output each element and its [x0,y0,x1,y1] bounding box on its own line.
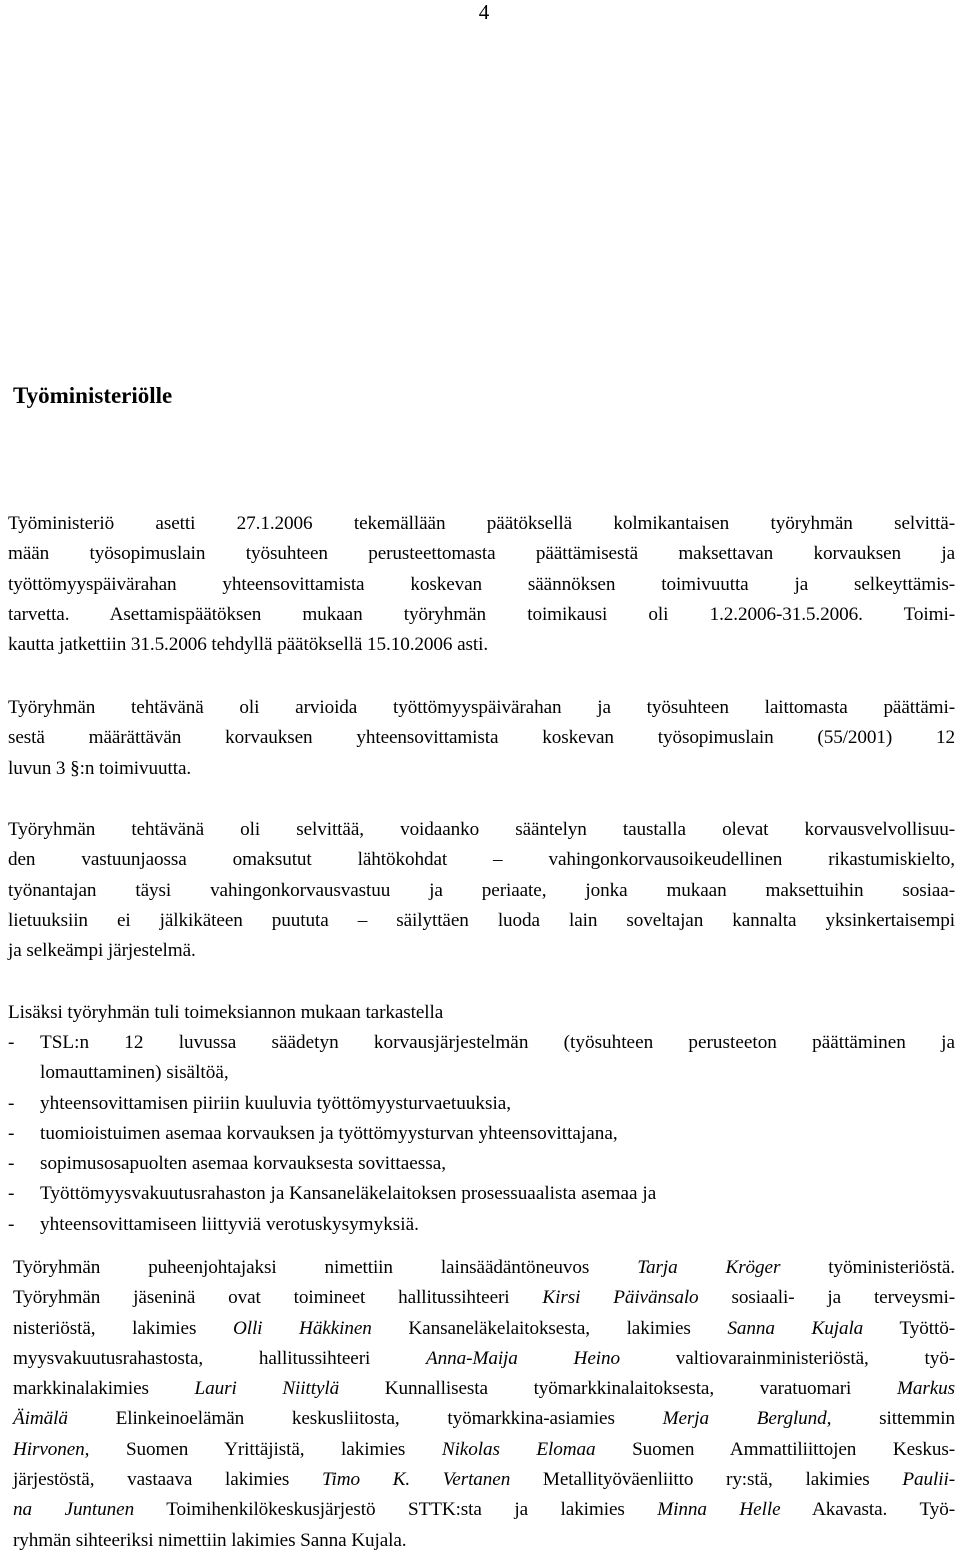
text-run: myysvakuutusrahastosta, hallitussihteeri [13,1347,427,1369]
document-title: Työministeriölle [13,383,173,408]
list-item [8,1028,955,1089]
text-run: markkinalakimies [13,1378,195,1400]
text-line: ryhmän sihteeriksi nimettiin lakimies Sanna Kujala. [13,1529,407,1551]
text-line [13,1314,955,1344]
text-line [13,1374,955,1404]
list-dash: - [8,1183,15,1205]
text-run: Elinkeinoelämän keskusliitosta, työmarkkina-asiamies [67,1408,663,1430]
text-line: luvun 3 §:n toimivuutta. [8,757,192,779]
text-line: Työryhmän tehtävänä oli selvittää, voidaanko sääntelyn taustalla olevat korvausvelvollisuu- [8,819,955,840]
text-run: Työryhmän puheenjohtajaksi nimettiin lainsäädäntöneuvos [13,1257,638,1278]
person-name: na Juntunen [13,1499,135,1521]
text-line: Työministeriö asetti 27.1.2006 tekemällään päätöksellä kolmikantaisen työryhmän selvittä- [8,513,955,534]
paragraph-task-1 [8,693,955,784]
text-line: Työttömyysvakuutusrahaston ja Kansaneläkelaitoksen prosessuaalista asemaa ja [40,1183,657,1205]
list-item [8,1179,955,1209]
person-name: Tarja Kröger [637,1257,781,1278]
list-item [8,1119,955,1149]
text-line: kautta jatkettiin 31.5.2006 tehdyllä päätöksellä 15.10.2006 asti. [8,634,489,656]
person-name: Nikolas Elomaa [441,1438,596,1460]
text-run: Työttö- [863,1317,955,1339]
text-line: den vastuunjaossa omaksutut lähtökohdat – vahingonkorvausoikeudellinen rikastumiskielto, [8,849,955,871]
text-run: , Suomen Yrittäjistä, lakimies [84,1438,442,1460]
person-name: Timo K. Vertanen [321,1469,511,1491]
person-name: Kirsi Päivänsalo [542,1287,699,1309]
person-name: Lauri Niittylä [194,1378,340,1400]
text-line [13,1253,955,1283]
text-run: valtiovarainministeriöstä, työ- [619,1347,955,1369]
text-line: TSL:n 12 luvussa säädetyn korvausjärjestelmän (työsuhteen perusteeton päättäminen ja [40,1032,955,1053]
task-list [8,1028,955,1240]
text-run: sittemmin [831,1408,955,1430]
text-line: ja selkeämpi järjestelmä. [8,940,196,962]
paragraph-members [13,1253,955,1556]
list-dash: - [8,1153,15,1175]
text-line: yhteensovittamiseen liittyviä verotuskysymyksiä. [40,1213,419,1235]
person-name: Minna Helle [657,1499,781,1521]
text-line: työnantajan täysi vahingonkorvausvastuu ja periaate, jonka mukaan maksettuihin sosiaa- [8,879,955,901]
text-line: lomauttaminen) sisältöä, [40,1062,229,1084]
list-item [8,1210,955,1240]
person-name: Olli Häkkinen [232,1317,372,1339]
text-line: Lisäksi työryhmän tuli toimeksiannon mukaan tarkastella [8,1002,444,1023]
text-line: työttömyyspäivärahan yhteensovittamista koskevan säännöksen toimivuutta ja selkeyttämis- [8,573,955,595]
text-line: tarvetta. Asettamispäätöksen mukaan työryhmän toimikausi oli 1.2.2006-31.5.2006. Toimi- [8,603,955,625]
text-run: Akavasta. Työ- [780,1499,955,1521]
paragraph-task-2 [8,815,955,966]
text-run: järjestöstä, vastaava lakimies [13,1469,322,1491]
text-run: sosiaali- ja terveysmi- [698,1287,956,1309]
text-run: Kansaneläkelaitoksesta, lakimies [371,1317,728,1339]
paragraph-assignment [8,509,955,660]
person-name: Anna-Maija Heino [426,1347,620,1369]
page-number: 4 [478,0,490,24]
text-line: lietuuksiin ei jälkikäteen puututa – säilyttäen luoda lain soveltajan kannalta yksinkertaisempi [8,909,955,931]
list-dash: - [8,1213,15,1235]
text-run: Metallityöväenliitto ry:stä, lakimies [510,1469,903,1491]
text-line: mään työsopimuslain työsuhteen perusteettomasta päättämisestä maksettavan korvauksen ja [8,543,955,565]
text-line [13,1495,955,1525]
person-name: Merja Berglund, [662,1408,832,1430]
list-dash: - [8,1092,15,1114]
list-item [8,1149,955,1179]
text-line [13,1404,955,1434]
text-line: Työryhmän tehtävänä oli arvioida työttömyyspäivärahan ja työsuhteen laittomasta päättämi- [8,697,955,718]
person-name: Paulii- [902,1469,955,1491]
text-run: Kunnallisesta työmarkkinalaitoksesta, varatuomari [339,1378,897,1400]
text-run: Työryhmän jäseninä ovat toimineet hallitussihteeri [13,1287,543,1309]
text-line [13,1435,955,1465]
text-line: sopimusosapuolten asemaa korvauksesta sovittaessa, [40,1153,447,1175]
text-line [13,1283,955,1313]
text-run: työministeriöstä. [780,1257,955,1278]
person-name: Hirvonen [13,1438,85,1460]
text-line: yhteensovittamisen piiriin kuuluvia työttömyysturvaetuuksia, [40,1092,512,1114]
list-dash: - [8,1032,15,1053]
text-line [13,1465,955,1495]
list-dash: - [8,1122,15,1144]
text-line: tuomioistuimen asemaa korvauksen ja työttömyysturvan yhteensovittajana, [40,1122,618,1144]
person-name: Sanna Kujala [727,1317,864,1339]
text-run: nisteriöstä, lakimies [13,1317,233,1339]
list-item [8,1089,955,1119]
text-line [13,1344,955,1374]
person-name: Äimälä [13,1408,68,1430]
text-run: Toimihenkilökeskusjärjestö STTK:sta ja lakimies [134,1499,658,1521]
text-run: Suomen Ammattiliittojen Keskus- [595,1438,956,1460]
text-line: sestä määrättävän korvauksen yhteensovittamista koskevan työsopimuslain (55/2001) 12 [8,727,955,749]
paragraph-additional-intro [8,998,955,1028]
person-name: Markus [896,1378,955,1400]
